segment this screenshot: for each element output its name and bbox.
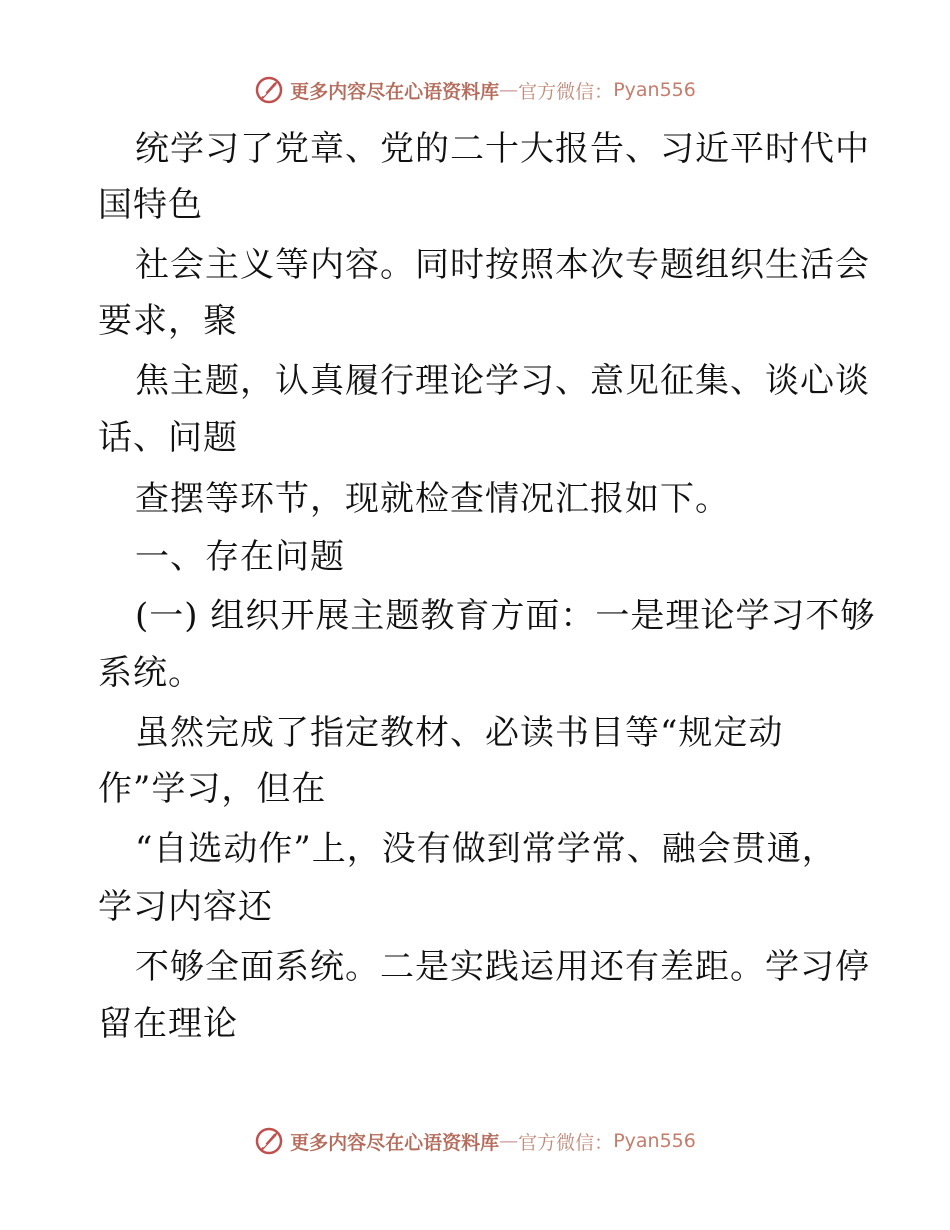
text-line: 作”学习，但在 (98, 769, 327, 809)
watermark-separator: — (499, 79, 519, 101)
text-line: 学习内容还 (98, 887, 273, 927)
text-line: 统学习了党章、党的二十大报告、习近平时代中 (135, 129, 870, 169)
text-line: “自选动作”上，没有做到常学常、融会贯通， (135, 829, 837, 869)
quill-pen-logo-icon (254, 75, 284, 105)
header-watermark (0, 73, 950, 107)
text-line: 话、问题 (98, 418, 238, 458)
quill-pen-logo-icon (254, 1126, 284, 1156)
watermark-separator: — (499, 1130, 519, 1152)
text-line: 留在理论 (98, 1004, 238, 1044)
text-line: 焦主题，认真履行理论学习、意见征集、谈心谈 (135, 361, 870, 401)
text-line: 社会主义等内容。同时按照本次专题组织生活会 (135, 245, 870, 285)
text-line: 国特色 (98, 185, 203, 225)
text-line: 查摆等环节，现就检查情况汇报如下。 (135, 479, 730, 519)
watermark-sub-text: 官方微信： (518, 80, 614, 103)
watermark-wechat-id: Pyan556 (613, 79, 696, 101)
footer-watermark (0, 1124, 950, 1158)
text-line: (一) 组织开展主题教育方面：一是理论学习不够 (135, 596, 876, 636)
watermark-main-text: 更多内容尽在心语资料库 (290, 1131, 500, 1154)
text-line: 不够全面系统。二是实践运用还有差距。学习停 (135, 947, 870, 987)
text-line: 系统。 (98, 653, 203, 693)
watermark-wechat-id: Pyan556 (613, 1130, 696, 1152)
watermark-sub-text: 官方微信： (518, 1131, 614, 1154)
text-line: 虽然完成了指定教材、必读书目等“规定动 (135, 713, 784, 753)
watermark-main-text: 更多内容尽在心语资料库 (290, 80, 500, 103)
text-line: 要求，聚 (98, 301, 238, 341)
section-heading: 一、存在问题 (135, 537, 345, 577)
